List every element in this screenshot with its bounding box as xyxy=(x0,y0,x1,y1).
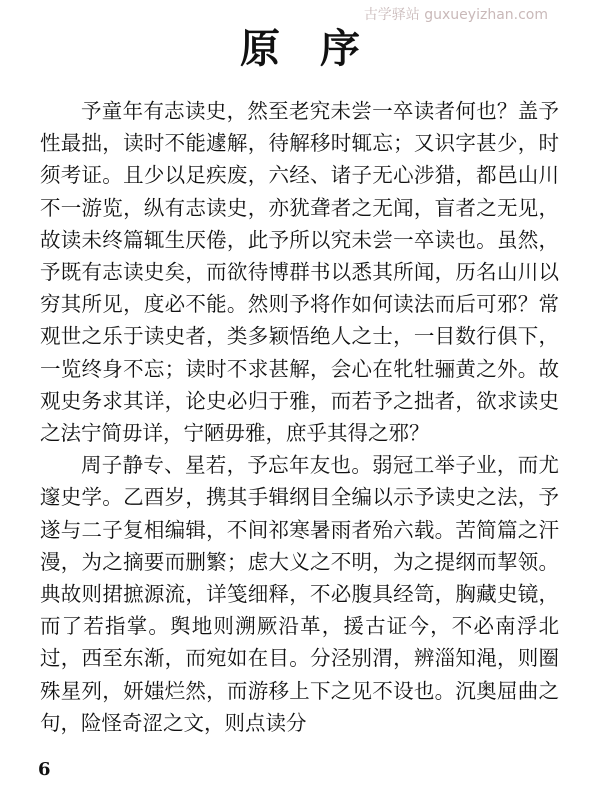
paragraph-1: 予童年有志读史，然至老究未尝一卒读者何也？盖予性最拙，读时不能遽解，待解移时辄忘；又识字甚少，时须考证。且少以足疾废，六经、诸子无心涉猎，都邑山川不一游览，纵有志读史，亦犹聋者之无闻，盲者之无见，故读未终篇辄生厌倦，此予所以究未尝一卒读也。虽然，予既有志读史矣，而欲待博群书以悉其所闻，历名山川以穷其所见，度必不能。然则予将作如何读法而后可邪？常观世之乐于读史者，类多颖悟绝人之士，一目数行俱下，一览终身不忘；读时不求甚解，会心在牝牡骊黄之外。故观史务求其详，论史必归于雅，而若予之拙者，欲求读史之法宁简毋详，宁陋毋雅，庶乎其得之邪？ xyxy=(40,99,559,446)
watermark-text: 古学驿站 guxueyizhan.com xyxy=(363,7,548,23)
page-number: 6 xyxy=(38,759,51,780)
page-title: 原序 xyxy=(240,25,400,72)
paragraph-2: 周子静专、星若，予忘年友也。弱冠工举子业，而尤邃史学。乙酉岁，携其手辑纲目全编以示予读史之法，予遂与二子复相编辑，不间祁寒暑雨者殆六载。苦简篇之汗漫，为之摘要而删繁；虑大义之不明，为之提纲而挈领。典故则捃摭源流，详笺细释，不必腹具经笥，胸藏史镜，而了若指掌。舆地则溯厥沿革，援古证今，不必南浮北过，西至东渐，而宛如在目。分泾别渭，辨淄知渑，则圈殊星列，妍媸烂然，而游移上下之见不设也。沉奥屈曲之句，险怪奇涩之文，则点读分 xyxy=(40,453,559,735)
body-text xyxy=(40,95,559,739)
